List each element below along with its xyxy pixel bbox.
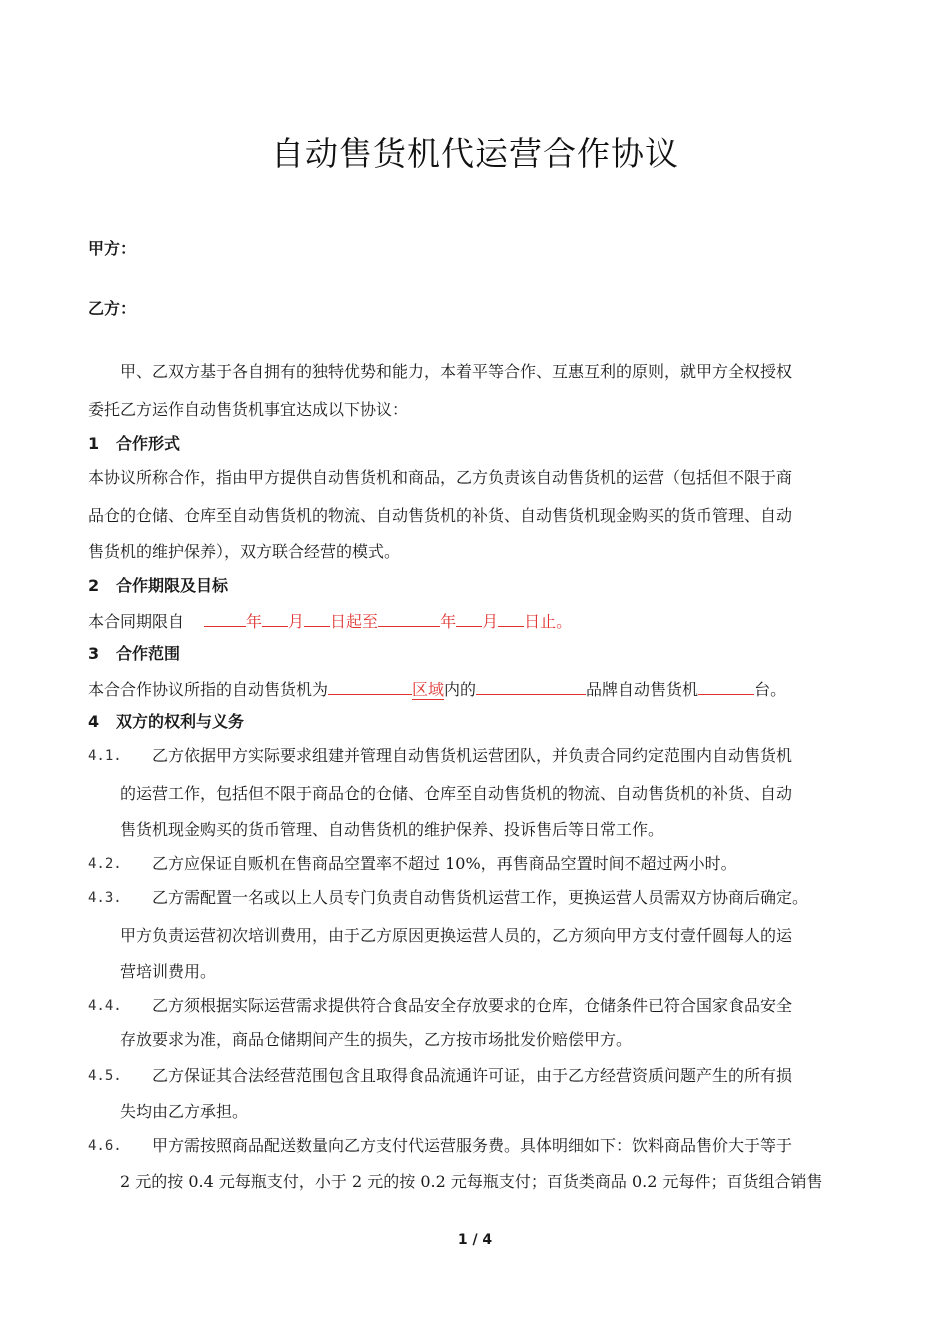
document-title: 自动售货机代运营合作协议 — [271, 134, 679, 173]
party-a-label: 甲方： — [88, 239, 137, 258]
clause-4-6-line-1: 甲方需按照商品配送数量向乙方支付代运营服务费。具体明细如下：饮料商品售价大于等于 — [152, 1136, 793, 1155]
term-prefix: 本合同期限自 — [88, 612, 185, 631]
end-month-blank[interactable] — [456, 610, 482, 627]
page-number: 1 / 4 — [457, 1232, 493, 1248]
start-year-label: 年 — [246, 612, 263, 631]
brand-blank[interactable] — [476, 678, 586, 695]
clause-4-6-line-2: 2 元的按 0.4 元每瓶支付，小于 2 元的按 0.2 元每瓶支付；百货类商品 0.2 元每件；百货组合销售 — [120, 1172, 823, 1191]
end-day-blank[interactable] — [498, 610, 524, 627]
clause-4-4-line-1: 乙方须根据实际运营需求提供符合食品安全存放要求的仓库，仓储条件已符合国家食品安全 — [152, 996, 793, 1015]
start-day-blank[interactable] — [304, 610, 330, 627]
clause-4-4-number: 4.4. — [88, 998, 122, 1014]
end-year-blank[interactable] — [378, 610, 440, 627]
clause-4-3-line-2: 甲方负责运营初次培训费用，由于乙方原因更换运营人员的，乙方须向甲方支付壹仟圆每人的运 — [120, 926, 793, 945]
section-1-heading — [88, 434, 180, 454]
region-blank[interactable] — [328, 678, 412, 695]
section-1-number: 1 — [88, 434, 100, 453]
quantity-blank[interactable] — [698, 678, 754, 695]
section-1-line-2: 品仓的仓储、仓库至自动售货机的物流、自动售货机的补货、自动售货机现金购买的货币管理、自动 — [88, 506, 793, 525]
section-1-line-1: 本协议所称合作，指由甲方提供自动售货机和商品，乙方负责该自动售货机的运营（包括但不限于商 — [88, 468, 793, 487]
section-4-title: 双方的权利与义务 — [116, 712, 245, 731]
clause-4-1-line-2: 的运营工作，包括但不限于商品仓的仓储、仓库至自动售货机的物流、自动售货机的补货、自动 — [120, 784, 793, 803]
clause-4-2-number: 4.2. — [88, 856, 122, 872]
start-month-blank[interactable] — [262, 610, 288, 627]
clause-4-5-number: 4.5. — [88, 1068, 122, 1084]
clause-4-3-number: 4.3. — [88, 890, 122, 906]
section-4-heading — [88, 712, 244, 732]
section-1-title: 合作形式 — [116, 434, 181, 453]
clause-4-3-line-3: 营培训费用。 — [120, 962, 217, 981]
section-3-title: 合作范围 — [116, 644, 181, 663]
intro-line-2: 委托乙方运作自动售货机事宜达成以下协议： — [88, 400, 409, 419]
section-2-title: 合作期限及目标 — [116, 576, 229, 595]
brand-label: 品牌自动售货机 — [586, 680, 699, 699]
clause-4-1-number: 4.1. — [88, 748, 122, 764]
end-day-label: 日止。 — [524, 612, 573, 631]
clause-4-4-line-2: 存放要求为准，商品仓储期间产生的损失，乙方按市场批发价赔偿甲方。 — [120, 1030, 633, 1049]
clause-4-5-line-1: 乙方保证其合法经营范围包含且取得食品流通许可证，由于乙方经营资质问题产生的所有损 — [152, 1066, 793, 1085]
intro-line-1: 甲、乙双方基于各自拥有的独特优势和能力，本着平等合作、互惠互利的原则，就甲方全权授权 — [120, 362, 793, 381]
clause-4-6-number: 4.6. — [88, 1138, 122, 1154]
start-month-label: 月 — [288, 612, 305, 631]
scope-prefix: 本合合作协议所指的自动售货机为 — [88, 680, 329, 699]
start-year-blank[interactable] — [204, 610, 246, 627]
unit-label: 台。 — [754, 680, 787, 699]
clause-4-1-line-3: 售货机现金购买的货币管理、自动售货机的维护保养、投诉售后等日常工作。 — [120, 820, 665, 839]
clause-4-3-line-1: 乙方需配置一名或以上人员专门负责自动售货机运营工作，更换运营人员需双方协商后确定。 — [152, 888, 809, 907]
section-2-number: 2 — [88, 576, 100, 595]
clause-4-1-line-1: 乙方依据甲方实际要求组建并管理自动售货机运营团队，并负责合同约定范围内自动售货机 — [152, 746, 793, 765]
section-1-line-3: 售货机的维护保养），双方联合经营的模式。 — [88, 542, 401, 561]
clause-4-2-line-1: 乙方应保证自贩机在售商品空置率不超过 10%，再售商品空置时间不超过两小时。 — [152, 854, 737, 873]
clause-4-5-line-2: 失均由乙方承担。 — [120, 1102, 249, 1121]
contract-term-line — [88, 610, 572, 632]
party-b-label: 乙方： — [88, 299, 137, 318]
section-2-heading — [88, 576, 228, 596]
section-3-heading — [88, 644, 180, 664]
end-year-label: 年 — [440, 612, 457, 631]
start-day-label: 日起至 — [330, 612, 379, 631]
scope-mid: 内的 — [444, 680, 477, 699]
section-4-number: 4 — [88, 712, 100, 731]
scope-line — [88, 678, 786, 700]
region-label: 区域 — [412, 680, 445, 699]
end-month-label: 月 — [482, 612, 499, 631]
section-3-number: 3 — [88, 644, 100, 663]
